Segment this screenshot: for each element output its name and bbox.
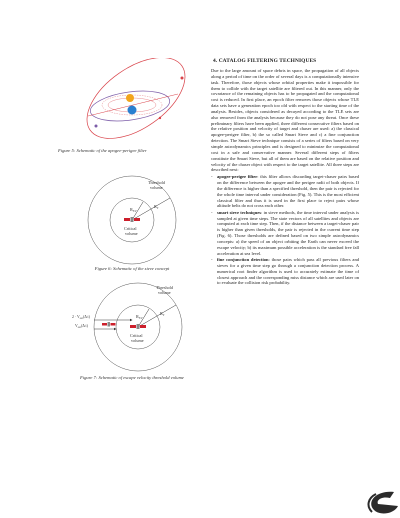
bullet-term: apogee-perigee filter (217, 174, 258, 180)
chaser-orbit-ellipse (73, 58, 199, 148)
list-item (211, 210, 359, 257)
publisher-logo-icon (364, 488, 400, 518)
apogee-perigee-diagram (58, 58, 206, 148)
figure-6-caption: Figure 6: Schematic of the sieve concept (94, 265, 170, 271)
rt-radius-line (132, 198, 170, 220)
section-heading: 4. CATALOG FILTERING TECHNIQUES (213, 58, 317, 64)
vesc-2x-arrowhead-icon (130, 319, 133, 321)
figure-7 (58, 277, 206, 381)
critical-label-1: Critical (130, 333, 143, 339)
rt-label: $R_T$ (160, 311, 165, 318)
vesc-2x-label: $2 \cdot V_{esc}(\Delta$ t) (72, 315, 90, 320)
figure-7-caption: Figure 7: Schematic of escape velocity threshold volume (80, 375, 184, 381)
vesc-label: $V_{esc}(\Delta$ t) (75, 324, 88, 329)
sun-icon (126, 94, 134, 102)
chaser-marker-icon (181, 77, 184, 80)
threshold-label-2: volume (158, 290, 171, 296)
critical-label-1: Critical (124, 225, 137, 231)
figure-6 (58, 170, 206, 272)
list-item (211, 174, 359, 209)
bullet-text: : in sieve methods, the time interval under analysis is sampled at given time steps. The state vectors of all satellites and objects are computed at each time step. Then, if the distance between a target-chaser pair is higher than given thresholds, the pair is rejected in the current time step (Fig. 6). Those thresholds are defined based on two simple astrodynamics concepts: a) the speed of an object orbiting the Earth can never exceed the escape velocity; b) its maximum possible acceleration is the standard free fall acceleration at sea level. (217, 209, 359, 256)
figures-column (58, 58, 206, 381)
escape-velocity-diagram (58, 277, 206, 375)
bullet-text: : this filter allows discarding target-chaser pairs based on the difference between the apogee and the perigee radii of both objects. If the difference is higher than a specified threshold, then the pair is rejected for the whole time interval under consideration (Fig. 5). This is the most efficient classical filter and thus it is used in the first place to reject pairs whose altitude belts do not cross each other. (217, 174, 359, 209)
bullet-term: fine conjunction detection (217, 257, 269, 262)
threshold-label-1: Threshold (156, 285, 173, 291)
target-marker-icon (95, 125, 98, 128)
bullet-text: : those pairs which pass all previous filters and sieves for a given time step go through a conjunction detection process. A numerical root finder algorithm is used to accurately estimate the time of closest approach and the corresponding miss distance which are used later on to evaluate the collision risk probability. (217, 257, 359, 286)
figure-5-caption: Figure 5: Schematic of the apogee-perigee filter (58, 148, 147, 153)
sieve-concept-diagram (58, 170, 206, 266)
intro-paragraph: Due to the large amount of space debris in space, the propagation of all objects along a period of time on the order of several days is a computationally intensive task. Therefore, those objects whose orbital properties make it impossible for them to collide with the target satellite are filtered out. In this manner, only the covariance of the remaining objects has to be propagated and the computational cost is reduced. In first place, an epoch filter removes those objects whose TLE data sets have a generation epoch too old with respect to the starting time of the analysis. Besides, objects considered as decayed according to the TLE sets are also removed from the analysis because they do not pose any threat. Once these preliminary filters have been applied, three different consecutive filters based on the relative position and velocity of target and chaser are used: a) the classical apogee-perigee filter, b) the so called Smart Sieve and c) a fine conjunction detection. The Smart Sieve technique consists of a series of filters based on very simple astrodynamics principles and is designed to minimize the computational cost in a safe and conservative manner. Several different steps of filters constitute the Smart Sieve, but all of them are based on the relative position and velocity of the chaser object with respect to the target satellite. All three steps are described next: (211, 68, 359, 173)
target-satellite-icon (124, 217, 140, 222)
earth-icon (128, 106, 137, 115)
list-item (211, 257, 359, 286)
rt-label: $R_T$ (154, 203, 159, 210)
threshold-label-2: volume (150, 184, 163, 190)
bullet-term: smart sieve techniques (217, 209, 262, 215)
rt-radius-line (138, 305, 176, 327)
critical-label-2: volume (131, 338, 144, 344)
target-satellite-icon (130, 324, 146, 329)
text-column (211, 58, 359, 287)
chaser-satellite-icon (102, 322, 116, 327)
rsv-label: $R_{SV}$ (136, 314, 143, 321)
threshold-label-1: Threshold (148, 179, 165, 185)
figure-5 (58, 58, 206, 154)
critical-label-2: volume (125, 230, 138, 236)
rsv-label: $R_{SV}$ (130, 206, 137, 213)
perigee-marker-icon (159, 117, 161, 119)
filter-bullet-list (211, 174, 359, 286)
